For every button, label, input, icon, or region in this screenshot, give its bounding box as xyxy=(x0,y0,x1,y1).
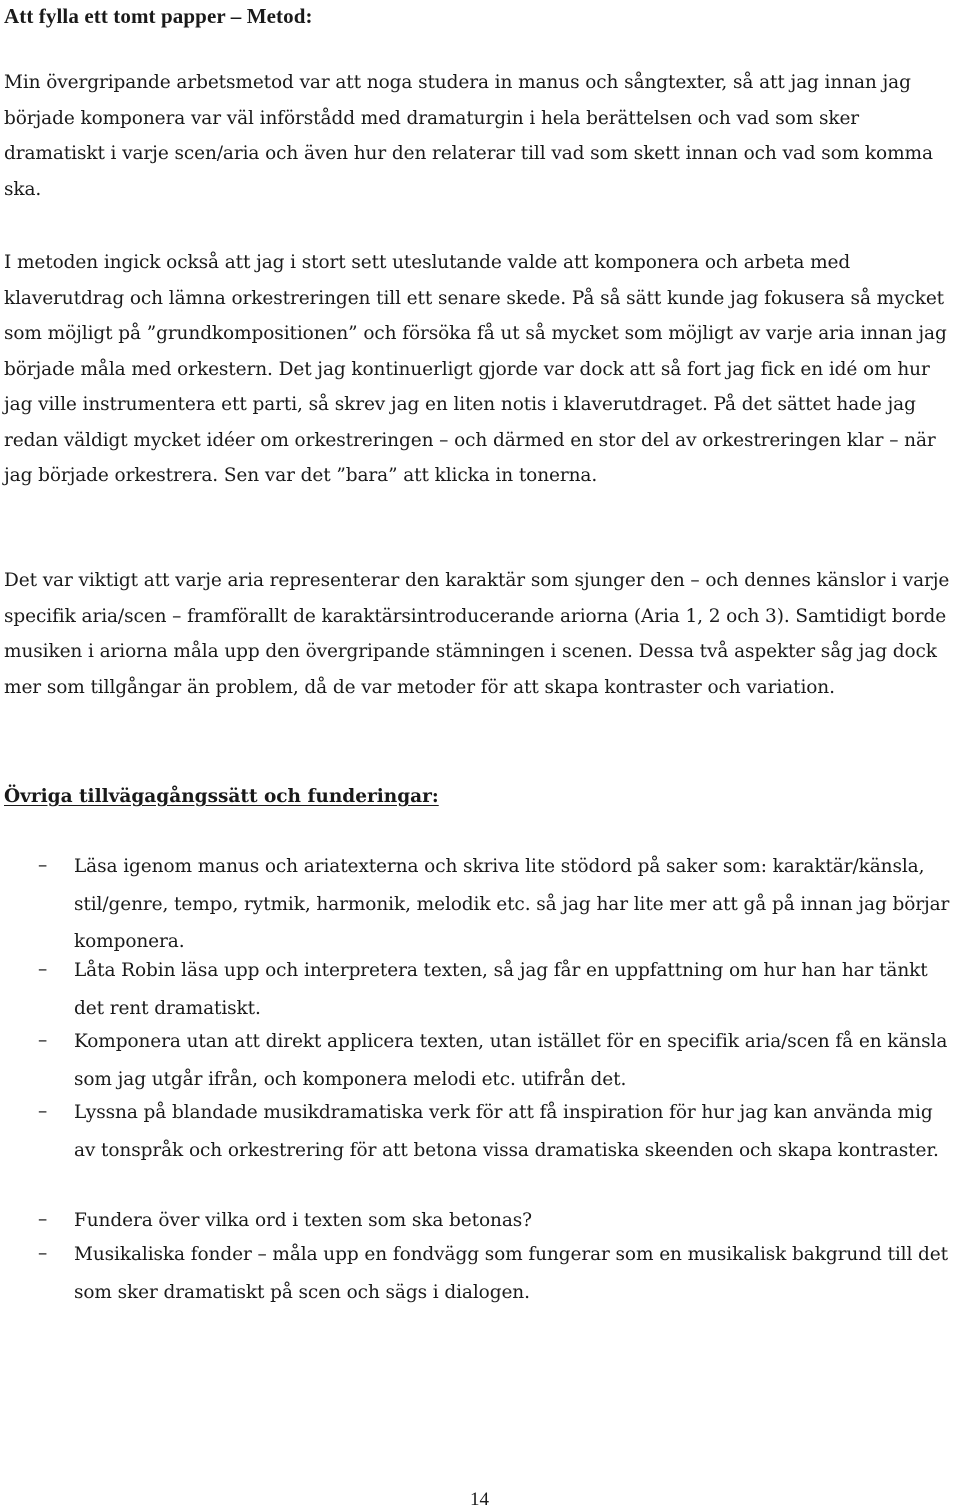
dash-marker: – xyxy=(38,1101,48,1122)
paragraph-piano-reduction: I metoden ingick också att jag i stort sett uteslutande valde att komponera och arbeta med klaverutdrag och lämna orkestreringen till ett senare skede. På så sätt kunde jag fokusera så mycket som möjligt på ”grundkompositionen” och försöka få ut så mycket som möjligt av varje aria innan jag började måla med orkestern. Det jag kontinuerligt gjorde var dock att så fort jag fick en idé om hur jag ville instrumentera ett parti, så skrev jag en liten notis i klaverutdraget. På det sättet hade jag redan väldigt mycket idéer om orkestreringen – och därmed en stor del av orkestreringen klar – när jag började orkestrera. Sen var det ”bara” att klicka in tonerna. xyxy=(4,252,947,486)
page-number: 14 xyxy=(470,1489,489,1510)
paragraph-character-arias: Det var viktigt att varje aria representerar den karaktär som sjunger den – och dennes känslor i varje specifik aria/scen – framförallt de karaktärsintroducerande ariorna (Aria 1, 2 och 3). Samtidigt borde musiken i ariorna måla upp den övergripande stämningen i scenen. Dessa två aspekter såg jag dock mer som tillgångar än problem, då de var metoder för att skapa kontraster och variation. xyxy=(4,570,950,698)
list-heading: Övriga tillvägagångssätt och funderingar: xyxy=(4,786,439,807)
dash-marker: – xyxy=(38,855,48,876)
list-item-text: Fundera över vilka ord i texten som ska betonas? xyxy=(74,1210,532,1231)
list-item-text: Läsa igenom manus och ariatexterna och skriva lite stödord på saker som: karaktär/känsla, stil/genre, tempo, rytmik, harmonik, melodik etc. så jag har lite mer att gå på innan jag börjar komponera. xyxy=(74,856,950,952)
list-item-text: Låta Robin läsa upp och interpretera texten, så jag får en uppfattning om hur han har tänkt det rent dramatiskt. xyxy=(74,960,928,1019)
section-title: Att fylla ett tomt papper – Metod: xyxy=(4,4,313,28)
list-item-text: Komponera utan att direkt applicera texten, utan istället för en specifik aria/scen få en känsla som jag utgår ifrån, och komponera melodi etc. utifrån det. xyxy=(74,1031,948,1090)
dash-marker: – xyxy=(38,1209,48,1230)
list-item-text: Musikaliska fonder – måla upp en fondvägg som fungerar som en musikalisk bakgrund till det som sker dramatiskt på scen och sägs i dialogen. xyxy=(74,1244,948,1303)
list-item-text: Lyssna på blandade musikdramatiska verk för att få inspiration för hur jag kan använda mig av tonspråk och orkestrering för att betona vissa dramatiska skeenden och skapa kontraster. xyxy=(74,1102,939,1161)
dash-marker: – xyxy=(38,1243,48,1264)
dash-marker: – xyxy=(38,959,48,980)
dash-marker: – xyxy=(38,1030,48,1051)
paragraph-method-overview: Min övergripande arbetsmetod var att noga studera in manus och sångtexter, så att jag innan jag började komponera var väl införstådd med dramaturgin i hela berättelsen och vad som sker dramatiskt i varje scen/aria och även hur den relaterar till vad som skett innan och vad som komma ska. xyxy=(4,72,933,200)
